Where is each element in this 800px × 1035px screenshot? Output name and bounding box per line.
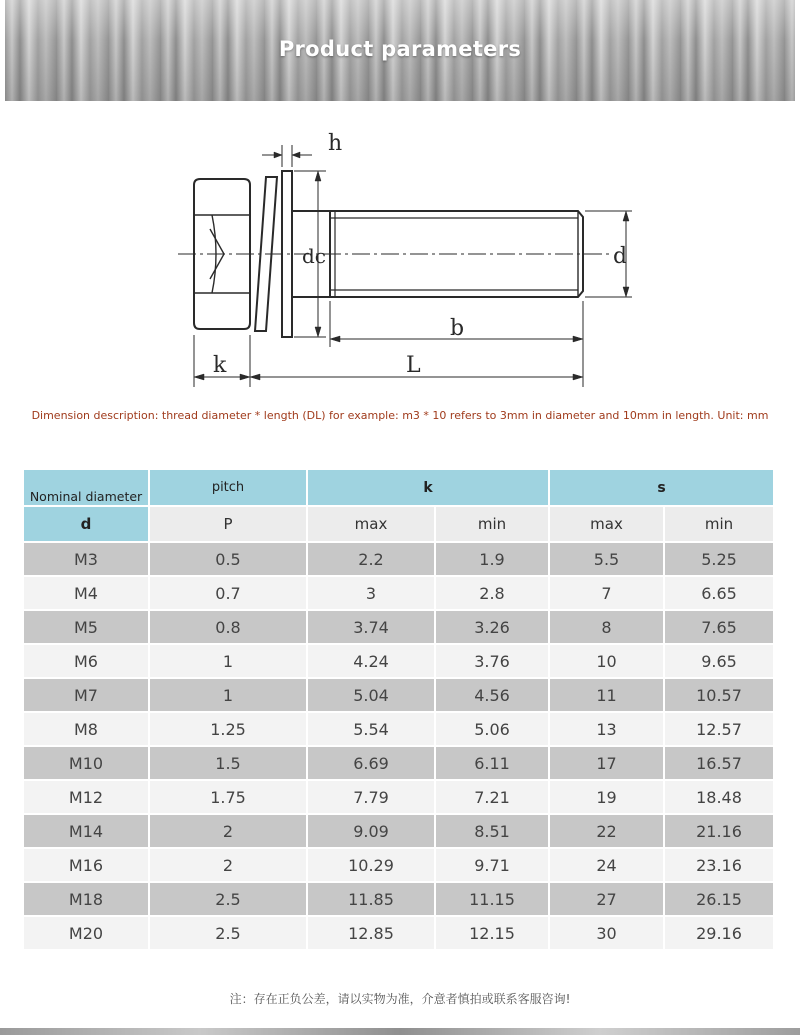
cell-k-max: 9.09 bbox=[307, 814, 435, 848]
cell-p: 1 bbox=[149, 644, 307, 678]
table-row bbox=[23, 542, 774, 576]
pitch-header: pitch bbox=[149, 469, 307, 506]
cell-p: 1.75 bbox=[149, 780, 307, 814]
banner-title: Product parameters bbox=[278, 36, 522, 61]
cell-s-max: 13 bbox=[549, 712, 664, 746]
cell-d: M18 bbox=[23, 882, 149, 916]
cell-s-max: 22 bbox=[549, 814, 664, 848]
cell-k-min: 2.8 bbox=[435, 576, 549, 610]
cell-s-min: 7.65 bbox=[664, 610, 774, 644]
cell-s-max: 24 bbox=[549, 848, 664, 882]
cell-k-min: 5.06 bbox=[435, 712, 549, 746]
cell-s-min: 29.16 bbox=[664, 916, 774, 950]
cell-d: M3 bbox=[23, 542, 149, 576]
label-d: d bbox=[613, 244, 628, 269]
k-max-header: max bbox=[307, 506, 435, 542]
tolerance-note: 注：存在正负公差，请以实物为准，介意者慎拍或联系客服咨询! bbox=[229, 992, 571, 1006]
s-header: s bbox=[549, 469, 774, 506]
cell-p: 1.25 bbox=[149, 712, 307, 746]
bottom-metal-bar bbox=[0, 1028, 800, 1035]
cell-s-max: 5.5 bbox=[549, 542, 664, 576]
cell-p: 2.5 bbox=[149, 916, 307, 950]
cell-s-max: 7 bbox=[549, 576, 664, 610]
cell-p: 0.7 bbox=[149, 576, 307, 610]
cell-d: M20 bbox=[23, 916, 149, 950]
header-row-1 bbox=[23, 469, 774, 506]
cell-s-min: 6.65 bbox=[664, 576, 774, 610]
table-row bbox=[23, 576, 774, 610]
cell-d: M8 bbox=[23, 712, 149, 746]
cell-k-max: 4.24 bbox=[307, 644, 435, 678]
cell-p: 2 bbox=[149, 848, 307, 882]
cell-k-max: 5.54 bbox=[307, 712, 435, 746]
cell-s-min: 10.57 bbox=[664, 678, 774, 712]
cell-d: M5 bbox=[23, 610, 149, 644]
cell-k-max: 6.69 bbox=[307, 746, 435, 780]
header-banner bbox=[5, 0, 795, 101]
s-min-header: min bbox=[664, 506, 774, 542]
cell-d: M6 bbox=[23, 644, 149, 678]
cell-p: 1.5 bbox=[149, 746, 307, 780]
cell-k-max: 7.79 bbox=[307, 780, 435, 814]
nominal-diameter-header: Nominal diameter bbox=[23, 469, 149, 506]
cell-d: M7 bbox=[23, 678, 149, 712]
cell-p: 1 bbox=[149, 678, 307, 712]
cell-k-max: 2.2 bbox=[307, 542, 435, 576]
cell-k-max: 10.29 bbox=[307, 848, 435, 882]
cell-s-max: 30 bbox=[549, 916, 664, 950]
cell-s-max: 11 bbox=[549, 678, 664, 712]
bolt-dimension-drawing bbox=[170, 125, 650, 395]
cell-d: M10 bbox=[23, 746, 149, 780]
cell-d: M16 bbox=[23, 848, 149, 882]
cell-s-min: 26.15 bbox=[664, 882, 774, 916]
cell-k-min: 6.11 bbox=[435, 746, 549, 780]
parameter-table bbox=[22, 468, 775, 951]
dimension-description: Dimension description: thread diameter * length (DL) for example: m3 * 10 refers to 3mm in diameter and 10mm in length. Unit: mm bbox=[31, 409, 769, 422]
cell-s-max: 8 bbox=[549, 610, 664, 644]
table-row bbox=[23, 848, 774, 882]
d-header: d bbox=[23, 506, 149, 542]
label-k: k bbox=[213, 353, 227, 378]
label-b: b bbox=[450, 316, 465, 341]
p-header: P bbox=[149, 506, 307, 542]
table-row bbox=[23, 678, 774, 712]
k-min-header: min bbox=[435, 506, 549, 542]
cell-p: 0.8 bbox=[149, 610, 307, 644]
cell-p: 0.5 bbox=[149, 542, 307, 576]
cell-k-max: 3.74 bbox=[307, 610, 435, 644]
s-max-header: max bbox=[549, 506, 664, 542]
cell-p: 2 bbox=[149, 814, 307, 848]
table-row bbox=[23, 916, 774, 950]
cell-k-min: 11.15 bbox=[435, 882, 549, 916]
cell-k-min: 4.56 bbox=[435, 678, 549, 712]
table-row bbox=[23, 780, 774, 814]
cell-k-min: 12.15 bbox=[435, 916, 549, 950]
table-row bbox=[23, 746, 774, 780]
cell-k-max: 5.04 bbox=[307, 678, 435, 712]
cell-s-max: 19 bbox=[549, 780, 664, 814]
label-dc: dc bbox=[302, 244, 327, 268]
table-row bbox=[23, 712, 774, 746]
k-header: k bbox=[307, 469, 549, 506]
cell-k-min: 1.9 bbox=[435, 542, 549, 576]
cell-p: 2.5 bbox=[149, 882, 307, 916]
cell-s-min: 18.48 bbox=[664, 780, 774, 814]
cell-k-min: 3.76 bbox=[435, 644, 549, 678]
cell-d: M4 bbox=[23, 576, 149, 610]
cell-k-min: 9.71 bbox=[435, 848, 549, 882]
cell-s-min: 21.16 bbox=[664, 814, 774, 848]
cell-s-max: 17 bbox=[549, 746, 664, 780]
label-h: h bbox=[328, 131, 343, 156]
cell-d: M14 bbox=[23, 814, 149, 848]
parameter-table-wrap bbox=[22, 468, 773, 951]
cell-s-min: 9.65 bbox=[664, 644, 774, 678]
cell-d: M12 bbox=[23, 780, 149, 814]
cell-s-min: 16.57 bbox=[664, 746, 774, 780]
cell-k-max: 11.85 bbox=[307, 882, 435, 916]
cell-s-min: 5.25 bbox=[664, 542, 774, 576]
cell-s-min: 12.57 bbox=[664, 712, 774, 746]
table-row bbox=[23, 882, 774, 916]
label-L: L bbox=[406, 353, 421, 378]
cell-s-max: 10 bbox=[549, 644, 664, 678]
cell-s-max: 27 bbox=[549, 882, 664, 916]
table-row bbox=[23, 644, 774, 678]
cell-k-min: 7.21 bbox=[435, 780, 549, 814]
header-row-2 bbox=[23, 506, 774, 542]
cell-s-min: 23.16 bbox=[664, 848, 774, 882]
cell-k-min: 8.51 bbox=[435, 814, 549, 848]
cell-k-min: 3.26 bbox=[435, 610, 549, 644]
cell-k-max: 3 bbox=[307, 576, 435, 610]
cell-k-max: 12.85 bbox=[307, 916, 435, 950]
table-row bbox=[23, 814, 774, 848]
table-row bbox=[23, 610, 774, 644]
